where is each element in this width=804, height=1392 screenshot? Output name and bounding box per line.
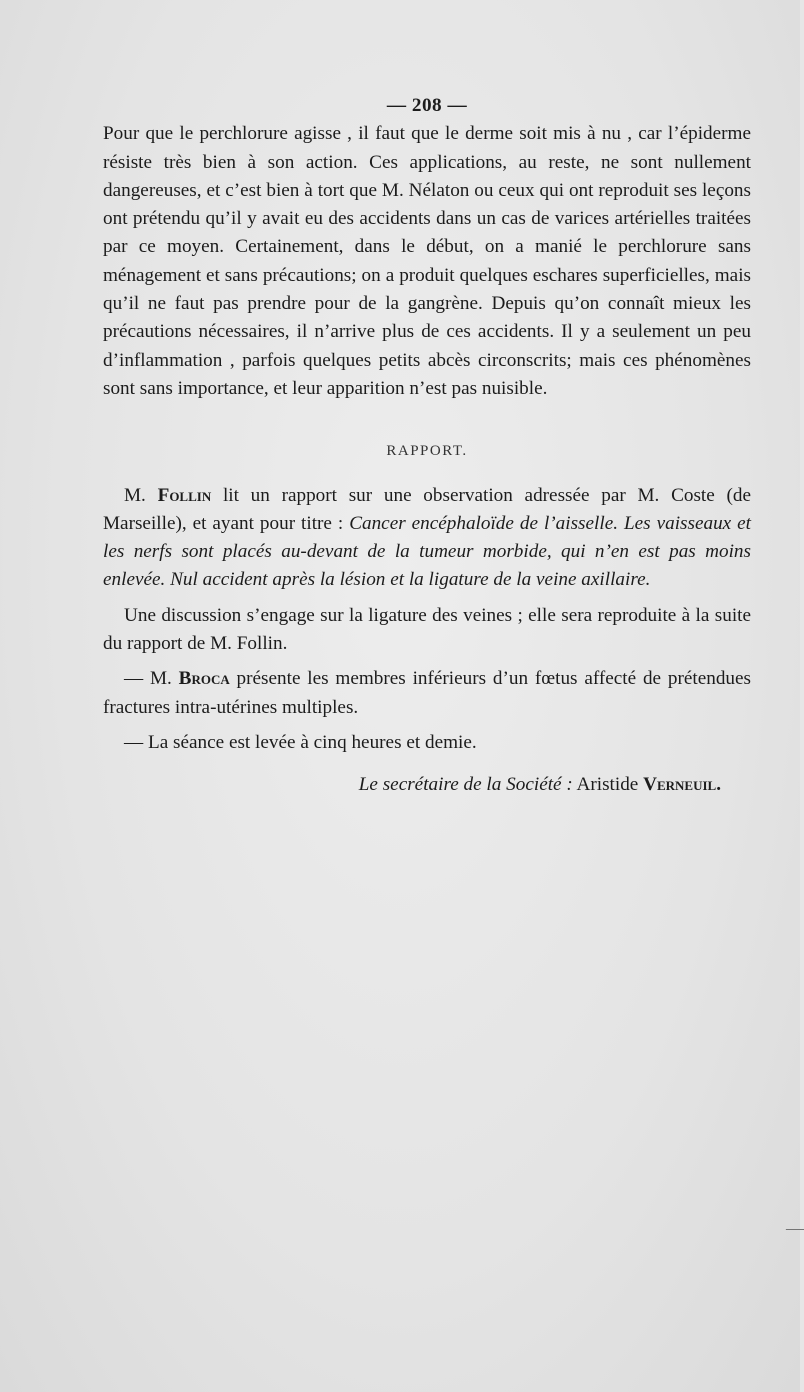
- paragraph-closing: — La séance est levée à cinq heures et demie.: [124, 731, 477, 753]
- signature-surname: Verneuil.: [643, 774, 721, 796]
- margin-mark: —: [786, 1218, 804, 1238]
- rapport-prefix: M.: [124, 484, 158, 506]
- signature-name: Aristide: [572, 774, 644, 796]
- section-title-rapport: RAPPORT.: [386, 443, 468, 460]
- broca-prefix: — M.: [124, 668, 179, 690]
- speaker-broca: Broca: [178, 668, 230, 690]
- rapport-observation-title: Cancer encéphaloïde de l’aisselle. Les vaisseaux et les nerfs sont placés au-devant de la tumeur morbide, qui n’en est pas moins enlevée. Nul accident après la lésion et la ligature de la veine axillaire.: [103, 512, 751, 591]
- signature: [103, 771, 721, 799]
- speaker-follin: Follin: [157, 484, 212, 506]
- page-number: — 208 —: [386, 95, 468, 116]
- signature-label: Le secrétaire de la Société :: [358, 774, 573, 796]
- rapport-text: lit un rapport sur une observation adressée par M. Coste (de Marseille), et ayant pour titre :: [103, 484, 752, 534]
- paragraph-discussion: Une discussion s’engage sur la ligature des veines ; elle sera reproduite à la suite du rapport de M. Follin.: [103, 604, 751, 655]
- paragraph-broca: [103, 665, 751, 722]
- broca-text: présente les membres inférieurs d’un fœtus affecté de prétendues fractures intra-utérines multiples.: [103, 668, 751, 718]
- page-text: [103, 92, 751, 800]
- paragraph-rapport: [103, 482, 751, 595]
- paragraph-perchlorure: Pour que le perchlorure agisse , il faut que le derme soit mis à nu , car l’épiderme résiste très bien à son action. Ces applications, au reste, ne sont nullement dangereuses, et c’est bien à tort que M. Nélaton ou ceux qui ont reproduit ses leçons ont prétendu qu’il y avait eu des accidents dans un cas de varices artérielles traitées par ce moyen. Certainement, dans le début, on a manié le perchlorure sans ménagement et sans précautions; on a produit quelques eschares superficielles, mais qu’il ne faut pas prendre pour de la gangrène. Depuis qu’on connaît mieux les précautions nécessaires, il n’arrive plus de ces accidents. Il y a seulement un peu d’inflammation , parfois quelques petits abcès circonscrits; mais ces phénomènes sont sans importance, et leur apparition n’est pas nuisible.: [103, 123, 751, 399]
